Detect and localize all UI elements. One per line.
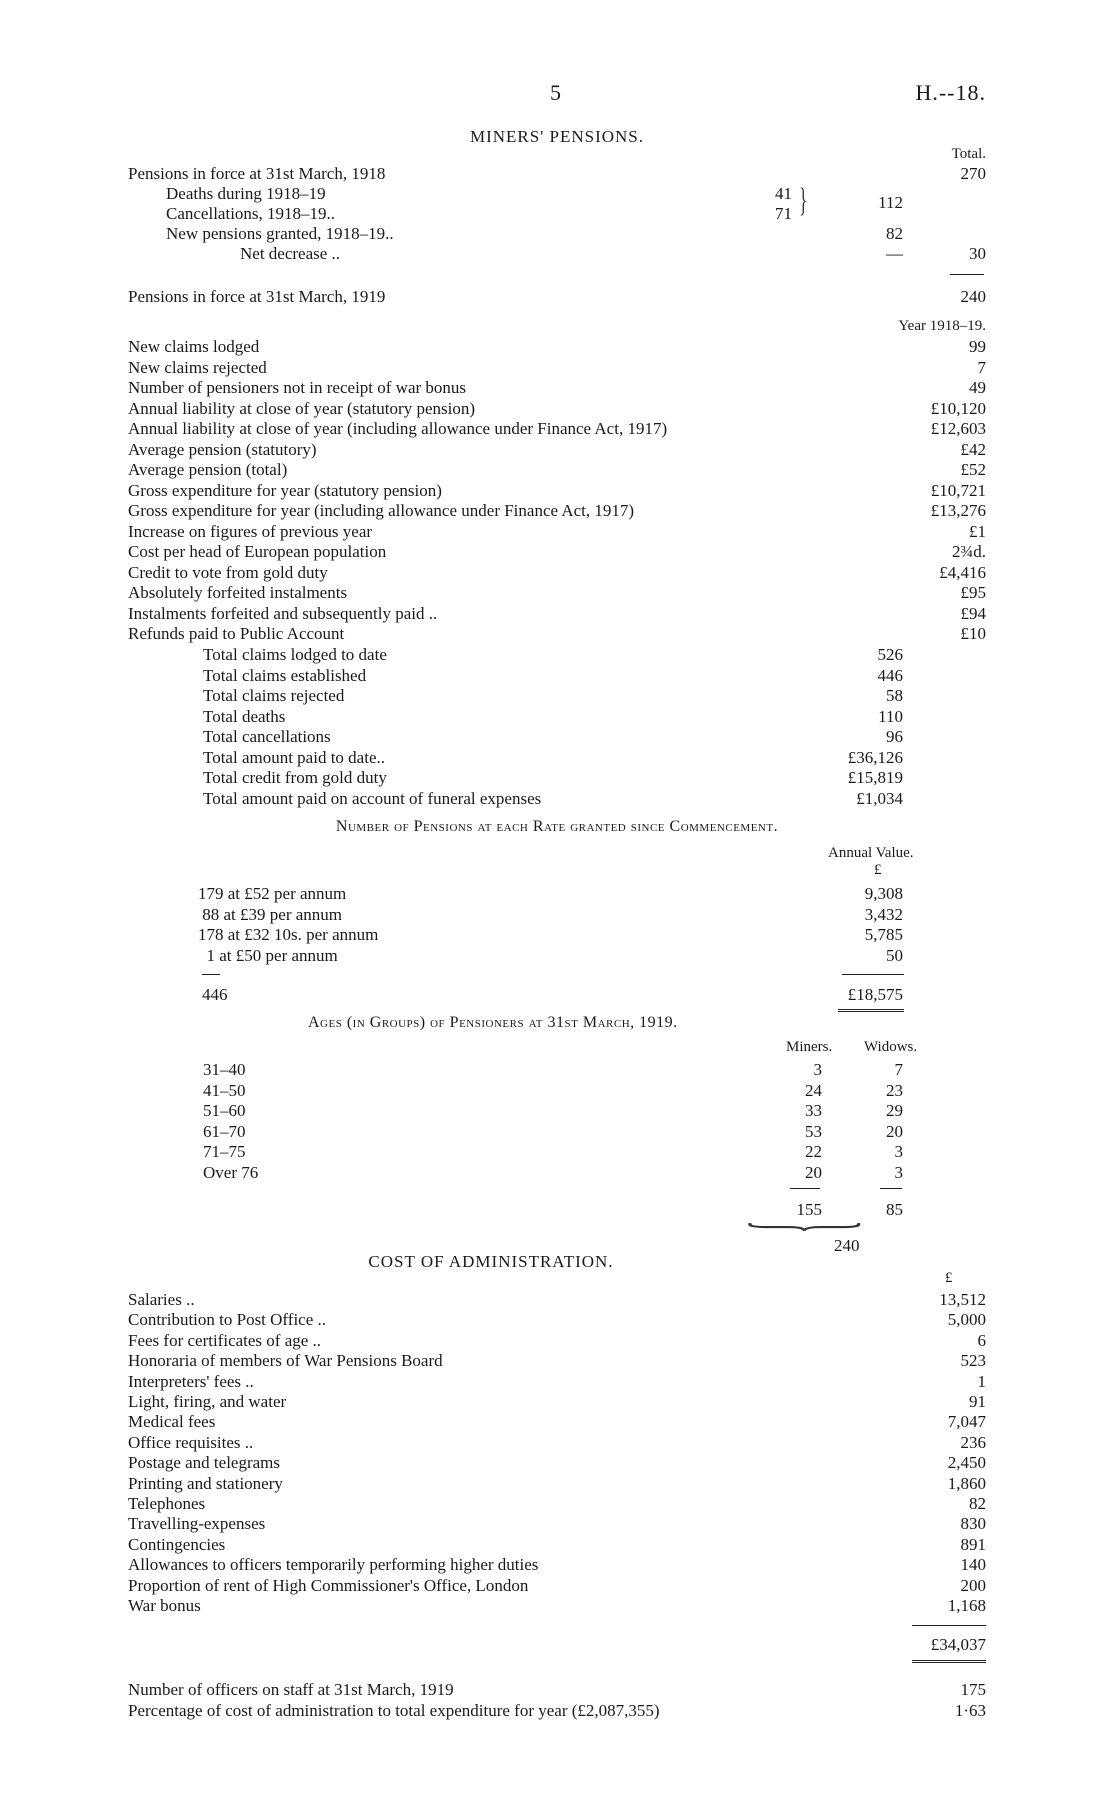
- age-group-label: 41–50: [203, 1080, 246, 1100]
- year-row-label: New claims lodged: [128, 337, 260, 356]
- year-row-label: Gross expenditure for year (statutory pension): [128, 480, 442, 500]
- year-row-value: £10: [960, 624, 986, 643]
- admin-footer-value: 1·63: [954, 1700, 986, 1720]
- admin-row-label: Travelling-expenses: [128, 1514, 266, 1534]
- total-brace: }: [735, 1220, 886, 1234]
- year-row-value: 2¾d.: [952, 542, 986, 561]
- document-code: H.--18.: [915, 80, 986, 105]
- admin-row-value: 1,168: [947, 1596, 986, 1615]
- bracket-total: 112: [878, 193, 903, 212]
- rate-row-label: 179 at £52 per annum: [198, 884, 347, 903]
- admin-row-value: 91: [969, 1392, 986, 1411]
- age-miners-value: 53: [805, 1121, 822, 1141]
- year-row-value: 7: [977, 357, 986, 377]
- age-group-label: 51–60: [203, 1101, 246, 1120]
- totals-row-value: 110: [878, 706, 903, 726]
- admin-row-label: Allowances to officers temporarily performing higher duties: [128, 1555, 539, 1575]
- admin-row-value: 5,000: [947, 1310, 986, 1330]
- admin-row-label: Printing and stationery: [128, 1473, 283, 1493]
- admin-row-value: 1: [977, 1371, 986, 1391]
- in-force-1919-label: Pensions in force at 31st March, 1919: [128, 287, 386, 306]
- year-row-value: 99: [969, 337, 986, 356]
- pension-row-label: Deaths during 1918–19: [166, 184, 326, 203]
- rates-total-count: 446: [202, 985, 228, 1004]
- year-row-label: Cost per head of European population: [128, 542, 387, 561]
- admin-footer-label: Percentage of cost of administration to total expenditure for year (£2,087,355): [128, 1700, 660, 1720]
- rate-row-label: 1 at £50 per annum: [198, 945, 338, 965]
- year-row-value: £10,120: [930, 398, 986, 418]
- year-row-label: Absolutely forfeited instalments: [128, 583, 348, 602]
- admin-row-label: Contingencies: [128, 1534, 226, 1554]
- admin-row-value: 140: [960, 1555, 986, 1575]
- admin-row-label: War bonus: [128, 1596, 201, 1615]
- admin-row-value: 236: [960, 1432, 986, 1452]
- admin-row-label: Fees for certificates of age ..: [128, 1330, 322, 1350]
- year-row-value: £52: [960, 460, 986, 479]
- totals-row-value: 96: [886, 727, 903, 746]
- pension-row-subvalue: 82: [886, 224, 903, 243]
- admin-row-label: Interpreters' fees ..: [128, 1371, 254, 1391]
- rates-total-value: £18,575: [847, 985, 903, 1004]
- total-rule: [950, 274, 984, 275]
- totals-row-value: 58: [886, 686, 903, 705]
- pension-row-subvalue: 41: [775, 184, 792, 203]
- miners-total-rule: [790, 1188, 820, 1189]
- year-row-label: Credit to vote from gold duty: [128, 562, 328, 582]
- age-miners-value: 24: [805, 1080, 822, 1100]
- admin-row-value: 2,450: [947, 1453, 986, 1473]
- totals-row-label: Total amount paid on account of funeral expenses: [203, 788, 542, 808]
- rate-row-value: 3,432: [864, 904, 903, 924]
- miners-pensions-title: MINERS' PENSIONS.: [469, 127, 645, 146]
- age-widows-value: 3: [894, 1142, 903, 1161]
- admin-row-label: Honoraria of members of War Pensions Board: [128, 1351, 443, 1371]
- age-widows-value: 20: [886, 1121, 903, 1141]
- miners-total: 155: [796, 1200, 822, 1219]
- age-widows-value: 23: [886, 1080, 903, 1100]
- rate-row-value: 9,308: [864, 884, 903, 903]
- admin-row-value: 523: [960, 1351, 986, 1371]
- rate-row-value: 50: [886, 945, 903, 965]
- year-row-value: £1: [969, 521, 986, 541]
- ages-grand-total: 240: [834, 1236, 860, 1255]
- year-row-label: Average pension (statutory): [128, 439, 317, 459]
- widows-total: 85: [886, 1200, 903, 1219]
- admin-row-label: Salaries ..: [128, 1290, 195, 1309]
- rates-total-underline: [838, 1009, 904, 1012]
- admin-footer-value: 175: [960, 1680, 986, 1699]
- age-group-label: 61–70: [203, 1121, 246, 1141]
- age-miners-value: 22: [805, 1142, 822, 1161]
- admin-total-rule: [912, 1625, 986, 1626]
- age-widows-value: 7: [894, 1060, 903, 1079]
- age-miners-value: 3: [813, 1060, 822, 1079]
- year-row-label: Gross expenditure for year (including allowance under Finance Act, 1917): [128, 501, 635, 520]
- widows-column-header: Widows.: [864, 1039, 918, 1055]
- age-miners-value: 20: [805, 1162, 822, 1182]
- widows-total-rule: [880, 1188, 902, 1189]
- year-row-label: New claims rejected: [128, 357, 267, 377]
- totals-row-label: Total credit from gold duty: [203, 768, 387, 787]
- totals-row-value: £1,034: [856, 788, 903, 808]
- pension-row-label: New pensions granted, 1918–19..: [166, 224, 394, 243]
- rate-row-label: 88 at £39 per annum: [198, 904, 342, 924]
- totals-row-label: Total amount paid to date..: [203, 747, 385, 767]
- admin-row-value: 891: [960, 1534, 986, 1554]
- admin-row-value: 6: [977, 1330, 986, 1350]
- year-row-label: Refunds paid to Public Account: [128, 624, 345, 643]
- year-row-label: Average pension (total): [128, 460, 288, 479]
- bracket-mark: }: [799, 182, 808, 219]
- admin-row-label: Office requisites ..: [128, 1432, 254, 1452]
- year-row-value: £13,276: [930, 501, 986, 520]
- pension-row-total: 270: [960, 164, 986, 183]
- in-force-1919-total: 240: [960, 287, 986, 306]
- year-row-value: £42: [960, 439, 986, 459]
- age-group-label: 31–40: [203, 1060, 246, 1079]
- admin-row-label: Light, firing, and water: [128, 1392, 287, 1411]
- year-row-value: £94: [960, 603, 986, 623]
- admin-row-value: 7,047: [947, 1412, 986, 1432]
- admin-row-label: Proportion of rent of High Commissioner's Office, London: [128, 1575, 529, 1595]
- miners-column-header: Miners.: [786, 1039, 833, 1055]
- annual-value-unit: £: [874, 862, 882, 878]
- year-row-label: Number of pensioners not in receipt of war bonus: [128, 378, 467, 397]
- admin-row-label: Medical fees: [128, 1412, 216, 1432]
- rates-title: Number of Pensions at each Rate granted since Commencement.: [335, 818, 779, 835]
- totals-row-value: £15,819: [847, 768, 903, 787]
- age-group-label: 71–75: [203, 1142, 246, 1161]
- pension-row-label: Cancellations, 1918–19..: [166, 204, 336, 223]
- admin-row-value: 1,860: [947, 1473, 986, 1493]
- admin-row-value: 82: [969, 1494, 986, 1513]
- year-row-value: £95: [960, 583, 986, 602]
- pension-row-label: Net decrease ..: [240, 244, 341, 263]
- rates-count-rule: [202, 974, 220, 975]
- subtotal-dash: —: [886, 244, 903, 263]
- totals-row-label: Total claims lodged to date: [203, 645, 387, 664]
- admin-row-label: Telephones: [128, 1494, 206, 1513]
- admin-unit-header: £: [945, 1270, 953, 1286]
- admin-row-value: 200: [960, 1575, 986, 1595]
- year-row-value: £10,721: [930, 480, 986, 500]
- year-row-label: Increase on figures of previous year: [128, 521, 373, 541]
- year-row-label: Annual liability at close of year (statutory pension): [128, 398, 475, 418]
- pension-row-subvalue: 71: [775, 204, 792, 223]
- totals-row-label: Total deaths: [203, 706, 286, 726]
- totals-row-value: £36,126: [847, 747, 903, 767]
- admin-total-underline: [912, 1660, 986, 1663]
- totals-row-label: Total claims rejected: [203, 686, 345, 705]
- rate-row-value: 5,785: [864, 925, 903, 944]
- pension-row-label: Pensions in force at 31st March, 1918: [128, 164, 386, 183]
- admin-row-label: Postage and telegrams: [128, 1453, 281, 1473]
- admin-row-value: 830: [960, 1514, 986, 1534]
- admin-row-value: 13,512: [939, 1290, 986, 1309]
- totals-row-value: 446: [877, 665, 903, 685]
- admin-title: COST OF ADMINISTRATION.: [368, 1252, 614, 1271]
- rate-row-label: 178 at £32 10s. per annum: [198, 925, 379, 944]
- totals-row-label: Total claims established: [203, 665, 367, 685]
- page-number: 5: [550, 80, 561, 105]
- totals-row-label: Total cancellations: [203, 727, 331, 746]
- pension-row-total: 30: [969, 244, 986, 263]
- year-row-value: £4,416: [939, 562, 986, 582]
- totals-row-value: 526: [877, 645, 903, 664]
- year-row-label: Annual liability at close of year (including allowance under Finance Act, 1917): [128, 419, 668, 438]
- age-group-label: Over 76: [203, 1162, 259, 1182]
- annual-value-header: Annual Value.: [828, 845, 914, 861]
- age-miners-value: 33: [805, 1101, 822, 1120]
- rates-value-rule: [842, 974, 904, 975]
- age-widows-value: 3: [894, 1162, 903, 1182]
- age-widows-value: 29: [886, 1101, 903, 1120]
- year-column-header: Year 1918–19.: [898, 318, 986, 334]
- admin-footer-label: Number of officers on staff at 31st March, 1919: [128, 1680, 454, 1699]
- ages-title: Ages (in Groups) of Pensioners at 31st March, 1919.: [308, 1014, 678, 1031]
- total-column-header: Total.: [951, 146, 986, 162]
- admin-row-label: Contribution to Post Office ..: [128, 1310, 327, 1330]
- year-row-value: £12,603: [930, 419, 986, 438]
- admin-total: £34,037: [930, 1635, 986, 1654]
- year-row-value: 49: [969, 378, 986, 397]
- year-row-label: Instalments forfeited and subsequently paid ..: [128, 603, 438, 623]
